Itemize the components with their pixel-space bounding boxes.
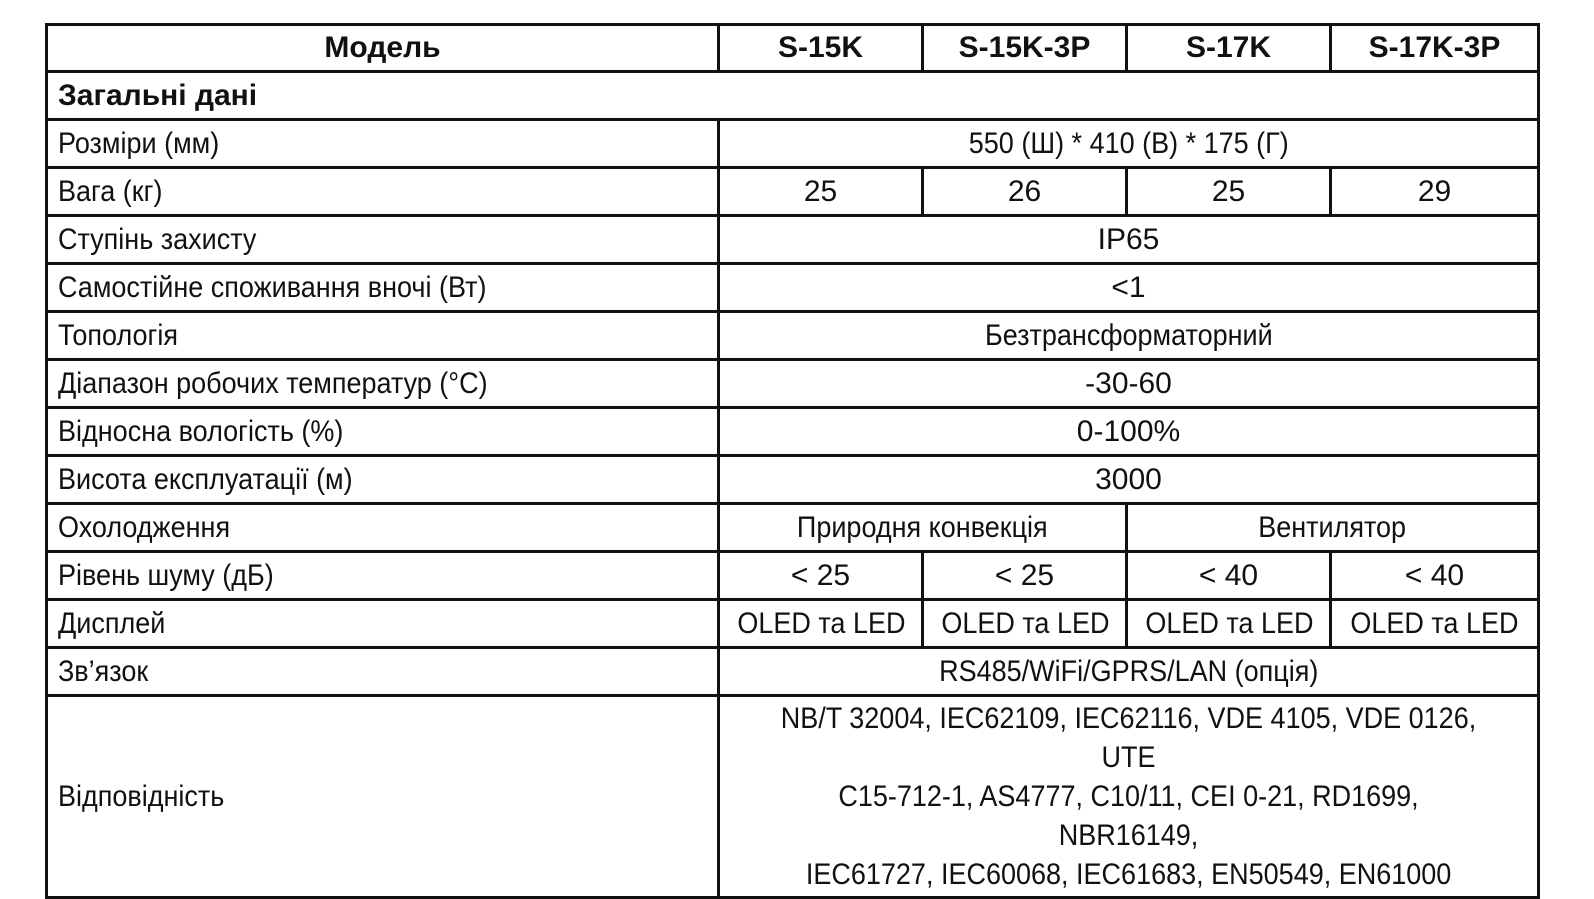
night-consumption-value: <1 (719, 264, 1539, 312)
weight-value: 26 (923, 168, 1127, 216)
row-label-weight: Вага (кг) (47, 168, 719, 216)
table-row (47, 552, 1539, 600)
table-row (47, 360, 1539, 408)
display-value: OLED та LED (923, 600, 1127, 648)
temp-range-value: -30-60 (719, 360, 1539, 408)
cooling-value: Природня конвекція (719, 504, 1127, 552)
model-s17k: S-17K (1127, 25, 1331, 72)
display-value: OLED та LED (719, 600, 923, 648)
communication-value: RS485/WiFi/GPRS/LAN (опція) (719, 648, 1539, 696)
row-label-topology: Топологія (47, 312, 719, 360)
table-row (47, 696, 1539, 898)
row-label-night-consumption: Самостійне споживання вночі (Вт) (47, 264, 719, 312)
table-row (47, 120, 1539, 168)
row-label-communication: Зв’язок (47, 648, 719, 696)
weight-value: 25 (719, 168, 923, 216)
table-row (47, 456, 1539, 504)
row-label-protection: Ступінь захисту (47, 216, 719, 264)
humidity-value: 0-100% (719, 408, 1539, 456)
model-s15k: S-15K (719, 25, 923, 72)
section-title: Загальні дані (47, 72, 1539, 120)
weight-value: 25 (1127, 168, 1331, 216)
spec-table (45, 23, 1540, 899)
section-row (47, 72, 1539, 120)
weight-value: 29 (1331, 168, 1539, 216)
noise-value: < 25 (719, 552, 923, 600)
compliance-line: IEC61727, IEC60068, IEC61683, EN50549, EN61000 (805, 858, 1452, 891)
model-s15k-3p: S-15K-3P (923, 25, 1127, 72)
table-row (47, 600, 1539, 648)
display-value: OLED та LED (1127, 600, 1331, 648)
compliance-line: C15-712-1, AS4777, C10/11, CEI 0-21, RD1699, NBR16149, (838, 780, 1419, 852)
table-row (47, 408, 1539, 456)
model-s17k-3p: S-17K-3P (1331, 25, 1539, 72)
topology-value: Безтрансформаторний (719, 312, 1539, 360)
cooling-value: Вентилятор (1127, 504, 1539, 552)
model-header: Модель (47, 25, 719, 72)
row-label-cooling: Охолодження (47, 504, 719, 552)
compliance-line: NB/T 32004, IEC62109, IEC62116, VDE 4105, VDE 0126, UTE (780, 702, 1477, 774)
protection-value: IP65 (719, 216, 1539, 264)
compliance-value (719, 696, 1539, 898)
table-row (47, 216, 1539, 264)
table-row (47, 504, 1539, 552)
row-label-compliance: Відповідність (47, 696, 719, 898)
table-row (47, 312, 1539, 360)
row-label-display: Дисплей (47, 600, 719, 648)
noise-value: < 40 (1127, 552, 1331, 600)
row-label-altitude: Висота експлуатації (м) (47, 456, 719, 504)
row-label-temp-range: Діапазон робочих температур (°C) (47, 360, 719, 408)
dimensions-value: 550 (Ш) * 410 (В) * 175 (Г) (719, 120, 1539, 168)
header-row (47, 25, 1539, 72)
altitude-value: 3000 (719, 456, 1539, 504)
table-row (47, 168, 1539, 216)
row-label-humidity: Відносна вологість (%) (47, 408, 719, 456)
noise-value: < 40 (1331, 552, 1539, 600)
row-label-dimensions: Розміри (мм) (47, 120, 719, 168)
table-row (47, 264, 1539, 312)
row-label-noise: Рівень шуму (дБ) (47, 552, 719, 600)
display-value: OLED та LED (1331, 600, 1539, 648)
noise-value: < 25 (923, 552, 1127, 600)
table-row (47, 648, 1539, 696)
